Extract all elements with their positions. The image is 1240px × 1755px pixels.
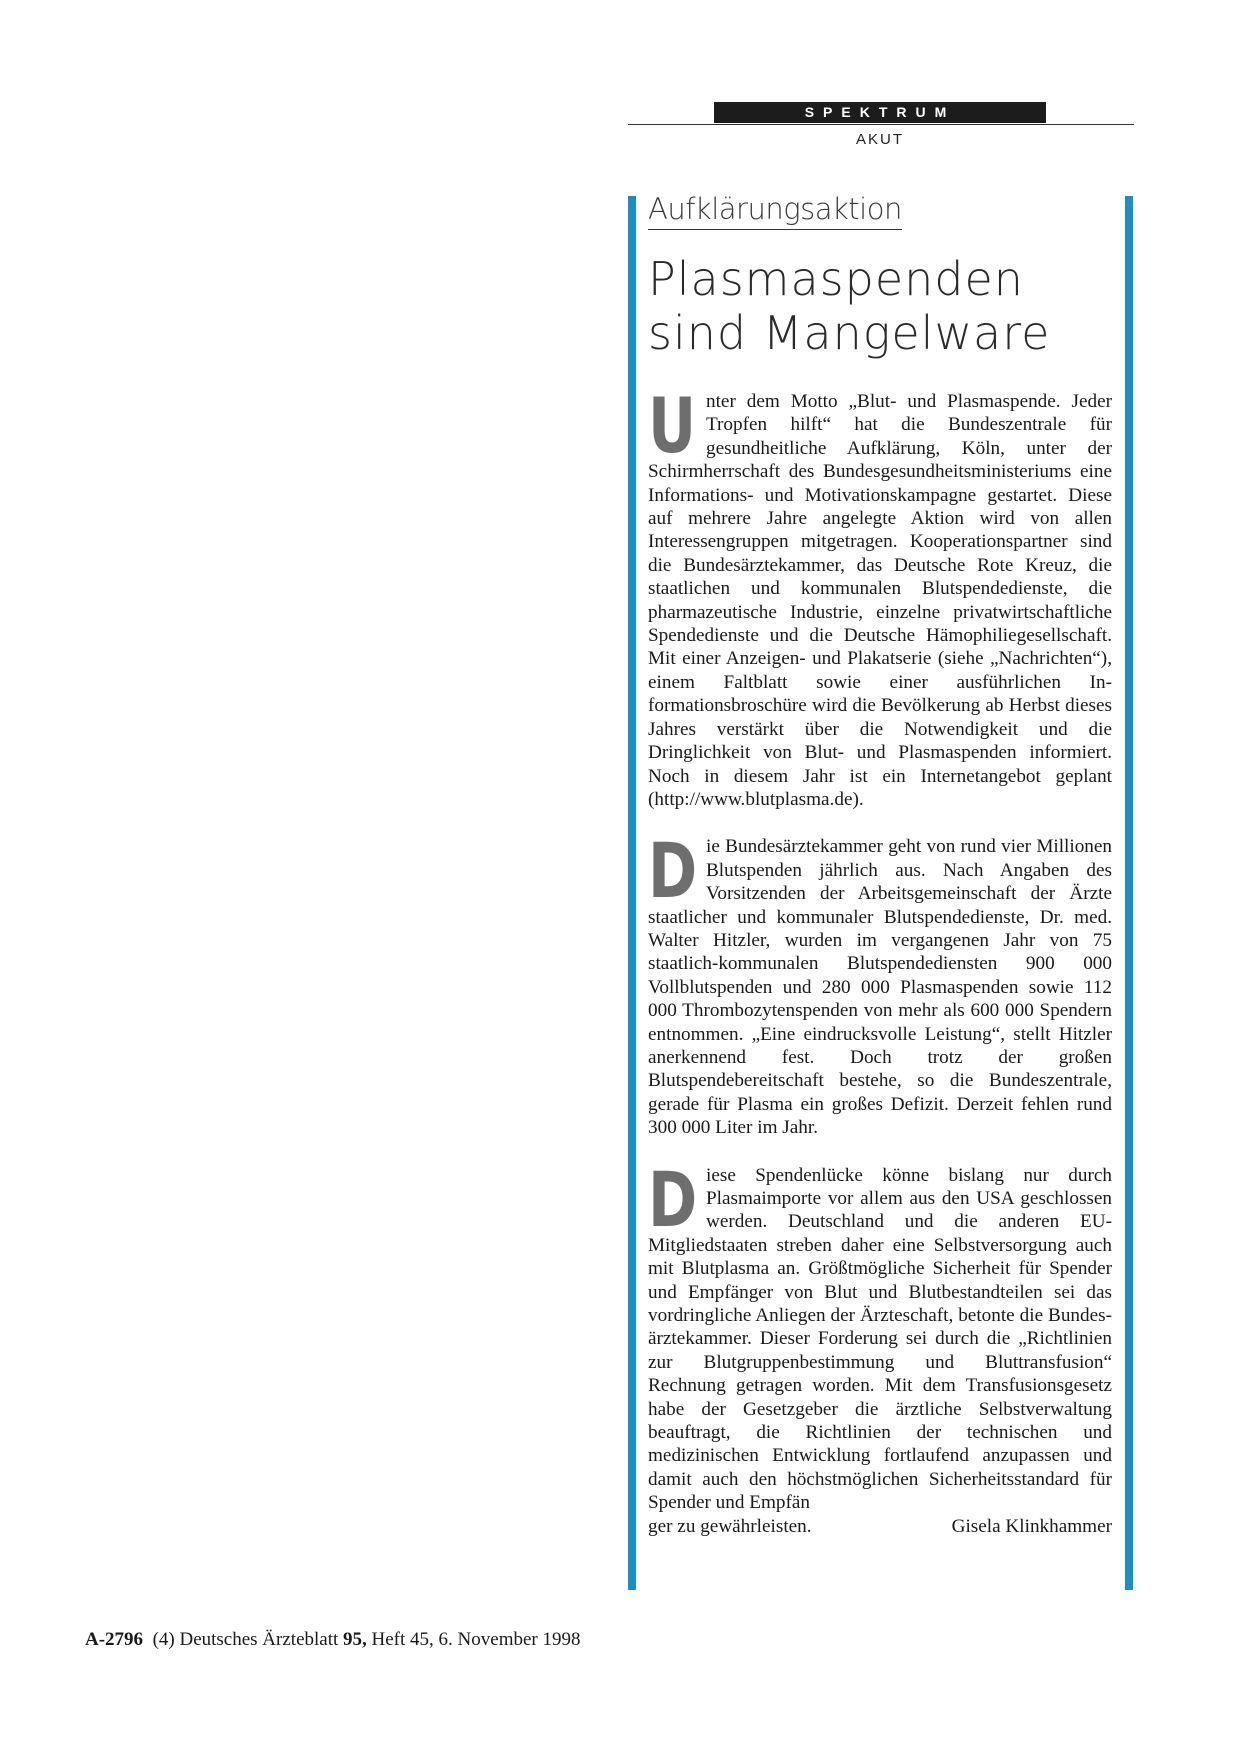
drop-cap: D	[648, 826, 698, 916]
paragraph-text: nter dem Motto „Blut- und Plasmaspende. Jeder Tropfen hilft“ hat die Bundeszentrale für gesundheitliche Aufklärung, Köln, unter der Schirmherrschaft des Bundesgesundheitsministeriums eine Informations- und Motivationskampagne gestartet. Diese auf mehrere Jahre angelegte Aktion wird von allen Interessengruppen mitgetragen. Kooperationspartner sind die Bundesärztekammer, das Deutsche Rote Kreuz, die staatlichen und kommunalen Blutspendedienste, die pharmazeutische Industrie, einzelne privatwirtschaftliche Spendedienste und die Deutsche Hämophiliegesellschaft. Mit einer Anzeigen- und Plakatserie (siehe „Nachrichten“), einem Faltblatt sowie einer ausführlichen Informationsbroschüre wird die Bevölkerung ab Herbst dieses Jahres verstärkt über die Notwendigkeit und die Dringlichkeit von Blut- und Plasmaspenden informiert. Noch in diesem Jahr ist ein Internetangebot geplant (http://www.blutplasma.de).	[648, 391, 1112, 810]
paragraph-last-line: ger zu gewährleisten.	[648, 1515, 812, 1537]
issue-date: Heft 45, 6. November 1998	[371, 1629, 581, 1650]
paragraph-text: iese Spendenlücke könne bislang nur durch Plasmaimporte vor allem aus den USA geschlossen werden. Deutschland und die anderen EU-Mitgliedstaaten streben daher eine Selbstversorgung auch mit Blutplasma an. Größtmögliche Sicherheit für Spender und Empfänger von Blut und Blutbestandteilen sei das vordringliche Anliegen der Ärzteschaft, betonte die Bundesärztekammer. Dieser Forderung sei durch die „Richtlinien zur Blutgruppenbestimmung und Bluttransfusion“ Rechnung getragen worden. Mit dem Transfusionsgesetz habe der Gesetzgeber die ärztliche Selbstverwaltung beauftragt, die Richtlinien der technischen und medizinischen Entwicklung fortlaufend anzupassen und damit auch den höchstmöglichen Sicherheitsstandard für Spender und Empfän	[648, 1164, 1112, 1514]
article-headline	[648, 252, 1112, 360]
drop-cap: D	[648, 1154, 698, 1244]
paragraph-1	[648, 381, 1112, 811]
header-rule	[628, 124, 1134, 125]
article-left-bar	[628, 196, 636, 1590]
article-kicker: Aufklärungsaktion	[648, 192, 902, 230]
journal-name: Deutsches Ärzteblatt	[179, 1629, 339, 1650]
page-code: A-2796	[85, 1629, 144, 1650]
signature-line	[648, 1515, 1112, 1538]
article	[648, 192, 1112, 1562]
page-local: (4)	[152, 1629, 175, 1650]
section-label: SPEKTRUM	[714, 102, 1046, 123]
drop-cap: U	[648, 381, 697, 470]
page-footer	[85, 1629, 581, 1651]
headline-line-1: Plasmaspenden	[648, 252, 1024, 306]
headline-line-2: sind Mangelware	[648, 306, 1051, 360]
journal-volume: 95,	[343, 1629, 367, 1650]
subsection-label: AKUT	[855, 131, 904, 148]
paragraph-text: ie Bundesärztekammer geht von rund vier Millionen Blutspenden jährlich aus. Nach Angaben des Vorsitzenden der Arbeitsgemeinschaft der Ärzte staatlicher und kommunaler Blutspendedienste, Dr. med. Walter Hitzler, wurden im vergangenen Jahr von 75 staatlich-kommunalen Blutspendediensten 900 000 Vollblutspenden und 280 000 Plasmaspenden sowie 112 000 Thrombozytenspenden von mehr als 600 000 Spendern entnommen. „Eine eindrucksvolle Leistung“, stellt Hitzler anerkennend fest. Doch trotz der großen Blutspendebereitschaft bestehe, so die Bundeszentrale, gerade für Plasma ein großes Defizit. Derzeit fehlen rund 300 000 Liter im Jahr.	[648, 836, 1112, 1139]
article-right-bar	[1125, 196, 1133, 1590]
paragraph-2	[648, 826, 1112, 1139]
author-name: Gisela Klinkhammer	[951, 1515, 1112, 1537]
paragraph-3	[648, 1154, 1112, 1539]
